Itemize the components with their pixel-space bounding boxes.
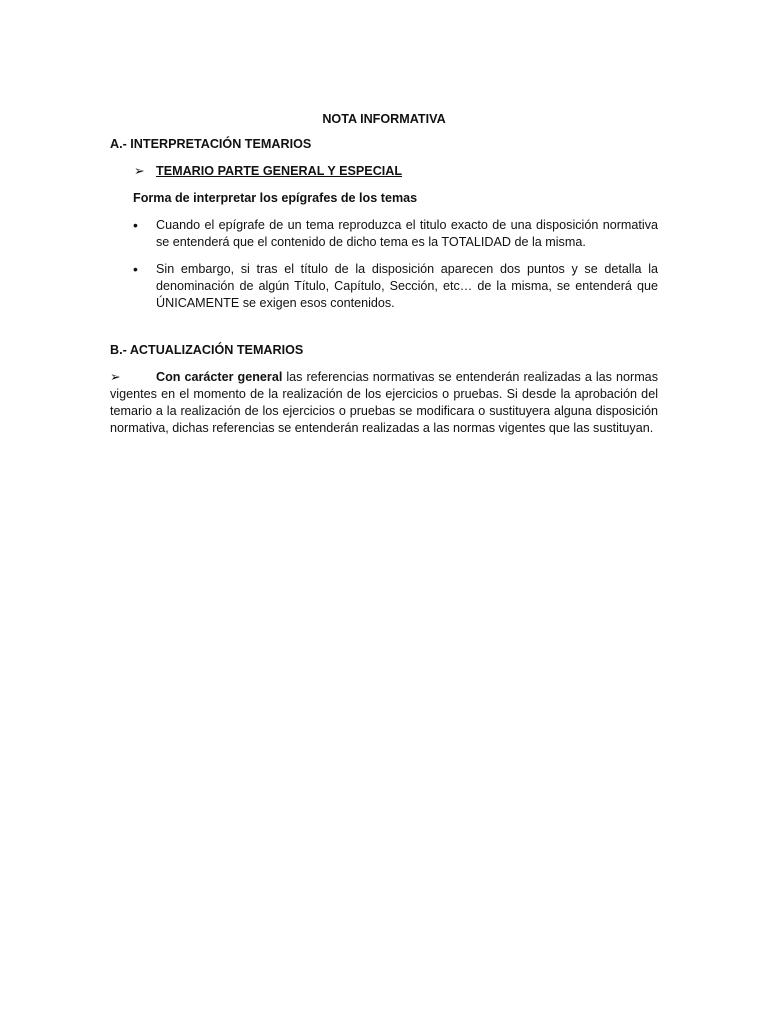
bullet-text: Cuando el epígrafe de un tema reproduzca el titulo exacto de una disposición normativa se entenderá que el contenido de dicho tema es la TOTALIDAD de la misma.	[156, 218, 658, 249]
list-item	[133, 261, 658, 312]
section-b-heading: B.- ACTUALIZACIÓN TEMARIOS	[110, 343, 304, 357]
arrow-bullet-icon: ➢	[134, 164, 145, 178]
document-title: NOTA INFORMATIVA	[322, 112, 446, 126]
bullet-dot-icon: •	[133, 261, 138, 277]
bullet-text: Sin embargo, si tras el título de la disposición aparecen dos puntos y se detalla la denominación de algún Título, Capítulo, Sección, etc… de la misma, se entenderá que ÚNICAMENTE se exigen esos contenidos.	[156, 262, 658, 310]
section-a-bullet-list	[133, 217, 658, 312]
section-a-heading: A.- INTERPRETACIÓN TEMARIOS	[110, 137, 312, 151]
section-a-arrow-text: TEMARIO PARTE GENERAL Y ESPECIAL	[156, 164, 403, 178]
section-b-body: las referencias normativas se entenderán realizadas a las normas vigentes en el momento de la realización de los ejercicios o pruebas. Si desde la aprobación del temario a la realización de los ejercicios o pruebas se modificara o sustituyera alguna disposición normativa, dichas referencias se entenderán realizadas a las normas vigentes que las sustituyan.	[110, 370, 658, 435]
list-item	[133, 217, 658, 251]
section-a-arrow-item	[134, 163, 658, 180]
document-page	[110, 111, 658, 437]
arrow-bullet-icon: ➢	[110, 370, 121, 384]
section-b-paragraph	[110, 369, 658, 437]
section-b-lead-bold: Con carácter general	[156, 370, 283, 384]
section-a-subheading: Forma de interpretar los epígrafes de los temas	[133, 191, 418, 205]
bullet-dot-icon: •	[133, 217, 138, 233]
